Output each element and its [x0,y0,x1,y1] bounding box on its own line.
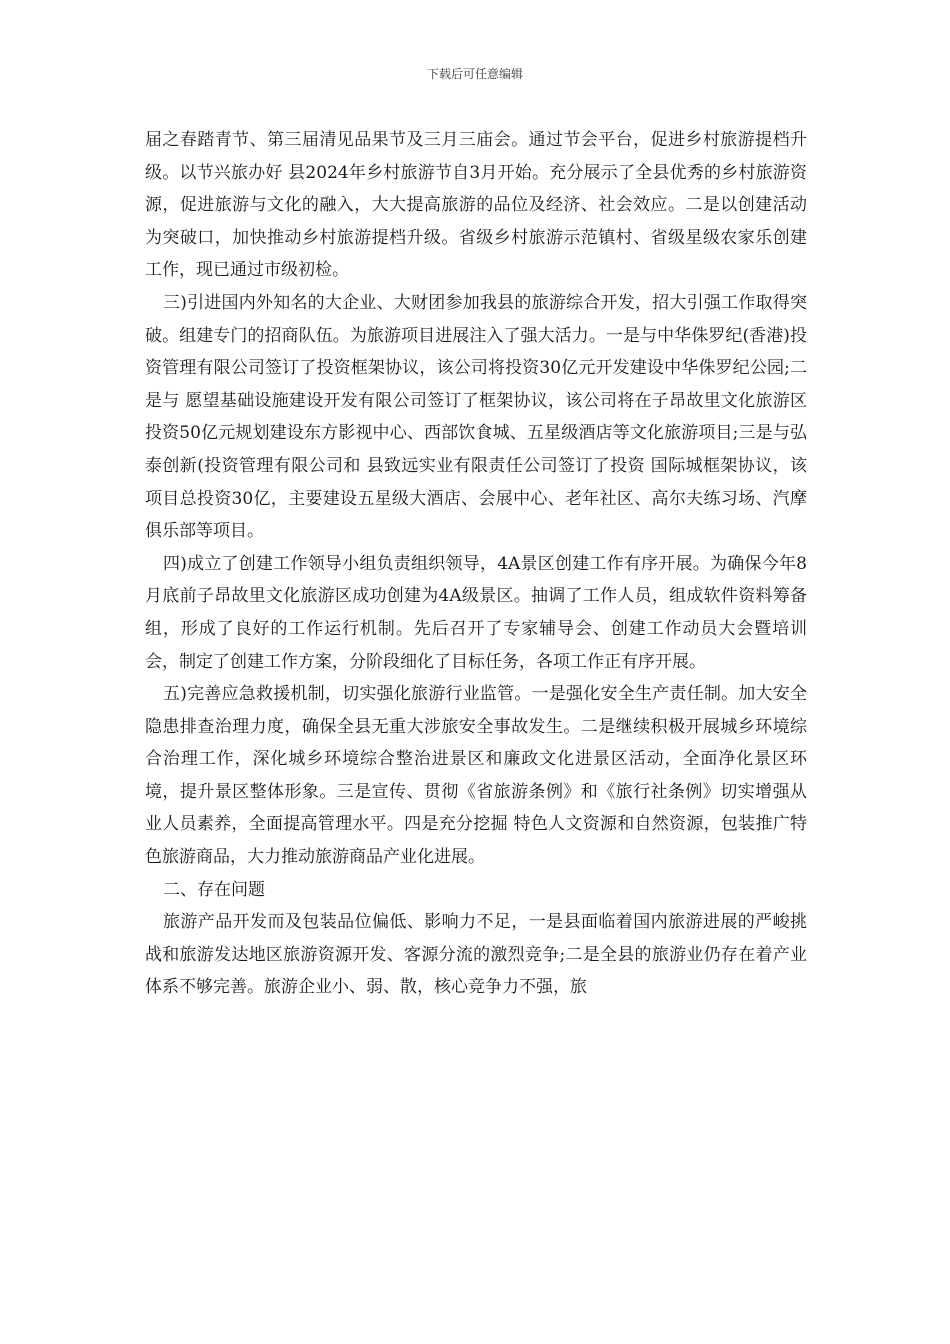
paragraph-5: 旅游产品开发而及包装品位偏低、影响力不足，一是县面临着国内旅游进展的严峻挑战和旅游发达地区旅游资源开发、客源分流的激烈竞争;二是全县的旅游业仍存在着产业体系不够完善。旅游企业小、弱、散，核心竞争力不强，旅 [145,912,807,998]
paragraph-4: 五)完善应急救援机制，切实强化旅游行业监管。一是强化安全生产责任制。加大安全隐患排查治理力度，确保全县无重大涉旅安全事故发生。二是继续积极开展城乡环境综合治理工作，深化城乡环境综合整治进景区和廉政文化进景区活动，全面净化景区环境，提升景区整体形象。三是宣传、贯彻《省旅游条例》和《旅行社条例》切实增强从业人员素养，全面提高管理水平。四是充分挖掘 特色人文资源和自然资源，包装推广特色旅游商品，大力推动旅游商品产业化进展。 [145,684,807,868]
paragraph-2: 三)引进国内外知名的大企业、大财团参加我县的旅游综合开发，招大引强工作取得突破。组建专门的招商队伍。为旅游项目进展注入了强大活力。一是与中华侏罗纪(香港)投资管理有限公司签订了投资框架协议，该公司将投资30亿元开发建设中华侏罗纪公园;二是与 愿望基础设施建设开发有限公司签订了框架协议，该公司将在子昂故里文化旅游区投资50亿元规划建设东方影视中心、西部饮食城、五星级酒店等文化旅游项目;三是与弘泰创新(投资管理有限公司和 县致远实业有限责任公司签订了投资 国际城框架协议，该项目总投资30亿，主要建设五星级大酒店、会展中心、老年社区、高尔夫练习场、汽摩俱乐部等项目。 [145,292,807,542]
section-heading-problems: 二、存在问题 [163,879,265,900]
paragraph-3: 四)成立了创建工作领导小组负责组织领导，4A景区创建工作有序开展。为确保今年8月底前子昂故里文化旅游区成功创建为4A级景区。抽调了工作人员，组成软件资料筹备组，形成了良好的工作运行机制。先后召开了专家辅导会、创建工作动员大会暨培训会，制定了创建工作方案，分阶段细化了目标任务，各项工作正有序开展。 [145,553,807,672]
page-header-note: 下载后可任意编辑 [426,67,523,81]
paragraph-1: 届之春踏青节、第三届清见品果节及三月三庙会。通过节会平台，促进乡村旅游提档升级。以节兴旅办好 县2024年乡村旅游节自3月开始。充分展示了全县优秀的乡村旅游资源，促进旅游与文化的融入，大大提高旅游的品位及经济、社会效应。二是以创建活动为突破口，加快推动乡村旅游提档升级。省级乡村旅游示范镇村、省级星级农家乐创建工作，现已通过市级初检。 [145,130,807,281]
document-body [145,124,807,1004]
